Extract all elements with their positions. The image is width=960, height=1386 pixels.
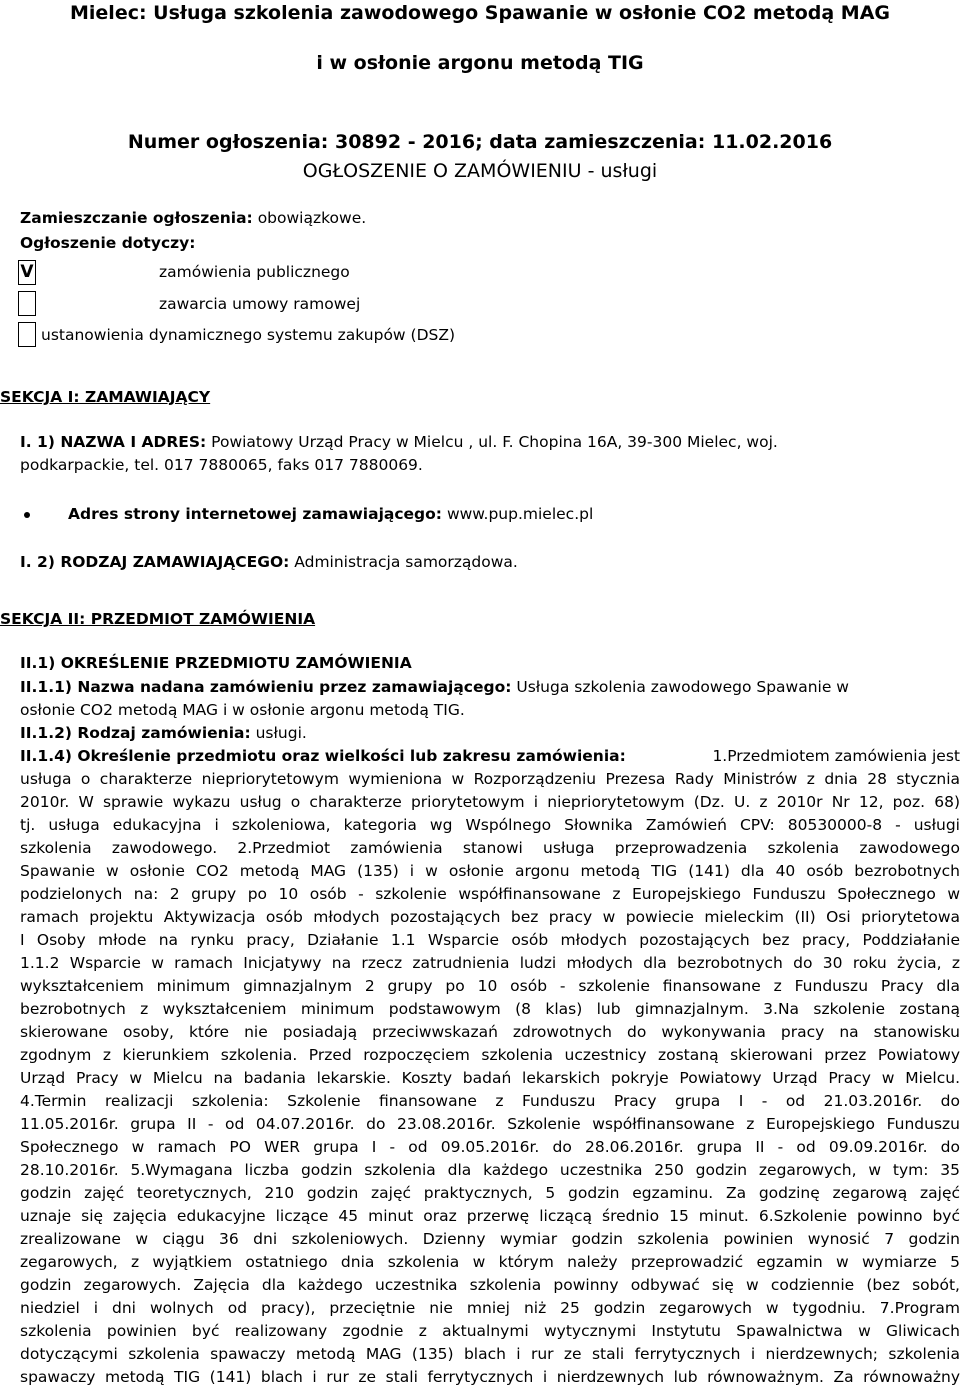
contracting-address-cont: podkarpackie, tel. 017 7880065, faks 017 7880069. — [20, 456, 423, 474]
contracting-type-row — [20, 553, 518, 571]
order-desc-line-5: Spawanie w osłonie CO2 metodą MAG (135) i w osłonie argonu metodą TIG (141) dla 40 osób bezrobotnych — [20, 862, 960, 880]
order-desc-line-25: szkolenia powinien być realizowany zgodnie z aktualnymi wytycznymi Instytutu Spawalnictwa w Gliwicach — [20, 1322, 960, 1340]
placement-row — [20, 209, 366, 227]
order-desc-line-23: godzin zegarowych. Zajęcia dla każdego uczestnika szkolenia powinny odbywać się w codziennie (bez sobót, — [20, 1276, 960, 1294]
option-public-order: zamówienia publicznego — [159, 263, 350, 281]
placement-value: obowiązkowe. — [257, 209, 367, 227]
order-desc-line-17: Społecznego w ramach PO WER grupa I - od 09.05.2016r. do 28.06.2016r. grupa II - od 09.09.2016r. do — [20, 1138, 960, 1156]
order-kind-value: usługi. — [255, 724, 307, 742]
contracting-type-value: Administracja samorządowa. — [294, 553, 518, 571]
order-desc-line-24: niedziel i dni wolnych od pracy), przeciętnie nie mniej niż 25 godzin zegarowych w tygodniu. 7.Program — [20, 1299, 960, 1317]
checkbox-public-order[interactable]: V — [18, 260, 36, 285]
order-name-cont: osłonie CO2 metodą MAG i w osłonie argonu metodą TIG. — [20, 701, 465, 719]
order-desc-line-15: 4.Termin realizacji szkolenia: Szkolenie finansowane z Funduszu Pracy grupa I - od 21.03.2016r. do — [20, 1092, 960, 1110]
option-framework-agreement: zawarcia umowy ramowej — [159, 295, 361, 313]
contracting-name-row — [20, 433, 778, 451]
order-desc-line-27: spawaczy metodą TIG (141) blach i rur ze stali ferrytycznych i nierdzewnych lub równoważnym. Za równoważny — [20, 1368, 960, 1386]
order-desc-line-16: 11.05.2016r. grupa II - od 04.07.2016r. do 23.08.2016r. Szkolenie współfinansowane z Europejskiego Funduszu — [20, 1115, 960, 1133]
order-desc-line-10: wykształceniem minimum gimnazjalnym 2 grupy po 10 osób - szkolenie finansowane z Funduszu Pracy dla — [20, 977, 960, 995]
checkbox-dps[interactable] — [18, 322, 36, 347]
notice-number: Numer ogłoszenia: 30892 - 2016; data zamieszczenia: 11.02.2016 — [127, 131, 833, 153]
contracting-name-label: I. 1) NAZWA I ADRES: — [20, 433, 207, 451]
order-desc-line-21: zrealizowane w ciągu 36 dni szkoleniowych. Dzienny wymiar godzin szkolenia powinien wynosić 7 godzin — [20, 1230, 960, 1248]
bullet-icon — [24, 512, 30, 518]
order-desc-line-0: 1.Przedmiotem zamówienia jest — [712, 747, 960, 765]
concerns-label: Ogłoszenie dotyczy: — [20, 234, 196, 252]
notice-subtitle: OGŁOSZENIE O ZAMÓWIENIU - usługi — [302, 160, 658, 182]
order-desc-line-13: zgodnym z kierunkiem szkolenia. Przed rozpoczęciem szkolenia uczestnicy zostaną skierowani przez Powiatowy — [20, 1046, 960, 1064]
order-desc-label: II.1.4) Określenie przedmiotu oraz wielkości lub zakresu zamówienia: — [20, 747, 626, 765]
order-name-value: Usługa szkolenia zawodowego Spawanie w — [516, 678, 849, 696]
contracting-type-label: I. 2) RODZAJ ZAMAWIAJĄCEGO: — [20, 553, 290, 571]
order-desc-line-7: ramach projektu Aktywizacja osób młodych pozostających bez pracy w powiecie mieleckim (II) Osi priorytetowa — [20, 908, 960, 926]
order-desc-line-3: tj. usługa edukacyjna i szkoleniowa, kategoria wg Wspólnego Słownika Zamówień CPV: 80530000-8 - usługi — [20, 816, 960, 834]
order-desc-line-22: zegarowych, z wyjątkiem ostatniego dnia szkolenia w którym należy przeprowadzić egzamin w wymiarze 5 — [20, 1253, 960, 1271]
order-kind-label: II.1.2) Rodzaj zamówienia: — [20, 724, 251, 742]
order-desc-line-4: szkolenia zawodowego. 2.Przedmiot zamówienia stanowi usługa przeprowadzenia szkolenia zawodowego — [20, 839, 960, 857]
order-desc-line-18: 28.10.2016r. 5.Wymagana liczba godzin szkolenia dla każdego uczestnika 250 godzin zegarowych, w tym: 35 — [20, 1161, 960, 1179]
order-desc-line-9: 1.1.2 Wsparcie w ramach Inicjatywy na rzecz zatrudnienia ludzi młodych dla bezrobotnych do 30 roku życia, z — [20, 954, 960, 972]
order-desc-line-6: podzielonych na: 2 grupy po 10 osób - szkolenie współfinansowane z Europejskiego Funduszu Społecznego w — [20, 885, 960, 903]
section-2-heading: SEKCJA II: PRZEDMIOT ZAMÓWIENIA — [0, 610, 316, 628]
website-link[interactable]: www.pup.mielec.pl — [446, 505, 594, 523]
order-desc-line-1: usługa o charakterze niepriorytetowym wymieniona w Rozporządzeniu Prezesa Rady Ministrów z dnia 28 stycznia — [20, 770, 960, 788]
order-desc-line-19: godzin zajęć teoretycznych, 210 godzin zajęć praktycznych, 5 godzin egzaminu. Za godzinę zegarową zajęć — [20, 1184, 960, 1202]
title-line-1: Mielec: Usługa szkolenia zawodowego Spawanie w osłonie CO2 metodą MAG — [70, 2, 890, 24]
website-row — [68, 505, 593, 523]
section-1-heading: SEKCJA I: ZAMAWIAJĄCY — [0, 388, 211, 406]
order-kind-row — [20, 724, 307, 742]
website-label: Adres strony internetowej zamawiającego: — [68, 505, 442, 523]
title-line-2: i w osłonie argonu metodą TIG — [316, 52, 644, 74]
order-desc-line-20: uznaje się zajęcia edukacyjne liczące 45 minut oraz przerwę liczącą średnio 15 minut. 6.Szkolenie powinno być — [20, 1207, 960, 1225]
order-name-label: II.1.1) Nazwa nadana zamówieniu przez zamawiającego: — [20, 678, 512, 696]
order-desc-line-26: dotyczącymi szkolenia spawaczy metodą MAG (135) blach i rur ze stali ferrytycznych i nierdzewnych; szkolenia — [20, 1345, 960, 1363]
order-desc-line-14: Urząd Pracy w Mielcu na badania lekarskie. Koszty badań lekarskich pokryje Powiatowy Urząd Pracy w Mielcu. — [20, 1069, 960, 1087]
section-2-1-heading: II.1) OKREŚLENIE PRZEDMIOTU ZAMÓWIENIA — [20, 654, 412, 672]
option-dps: ustanowienia dynamicznego systemu zakupów (DSZ) — [41, 326, 456, 344]
order-desc-line-12: skierowane osoby, które nie posiadają przeciwwskazań zdrowotnych do wykonywania pracy na stanowisku — [20, 1023, 960, 1041]
order-desc-line-11: bezrobotnych z wykształceniem minimum podstawowym (8 klas) lub gimnazjalnym. 3.Na szkolenie zostaną — [20, 1000, 960, 1018]
contracting-name-value: Powiatowy Urząd Pracy w Mielcu , ul. F. Chopina 16A, 39-300 Mielec, woj. — [211, 433, 778, 451]
order-name-row — [20, 678, 849, 696]
placement-label: Zamieszczanie ogłoszenia: — [20, 209, 253, 227]
order-desc-line-2: 2010r. W sprawie wykazu usług o charakterze priorytetowym i niepriorytetowym (Dz. U. z 2010r Nr 12, poz. 68) — [20, 793, 960, 811]
order-desc-line-8: I Osoby młode na rynku pracy, Działanie 1.1 Wsparcie osób młodych pozostających bez pracy, Poddziałanie — [20, 931, 960, 949]
checkbox-framework-agreement[interactable] — [18, 291, 36, 316]
order-desc-row — [20, 747, 960, 765]
